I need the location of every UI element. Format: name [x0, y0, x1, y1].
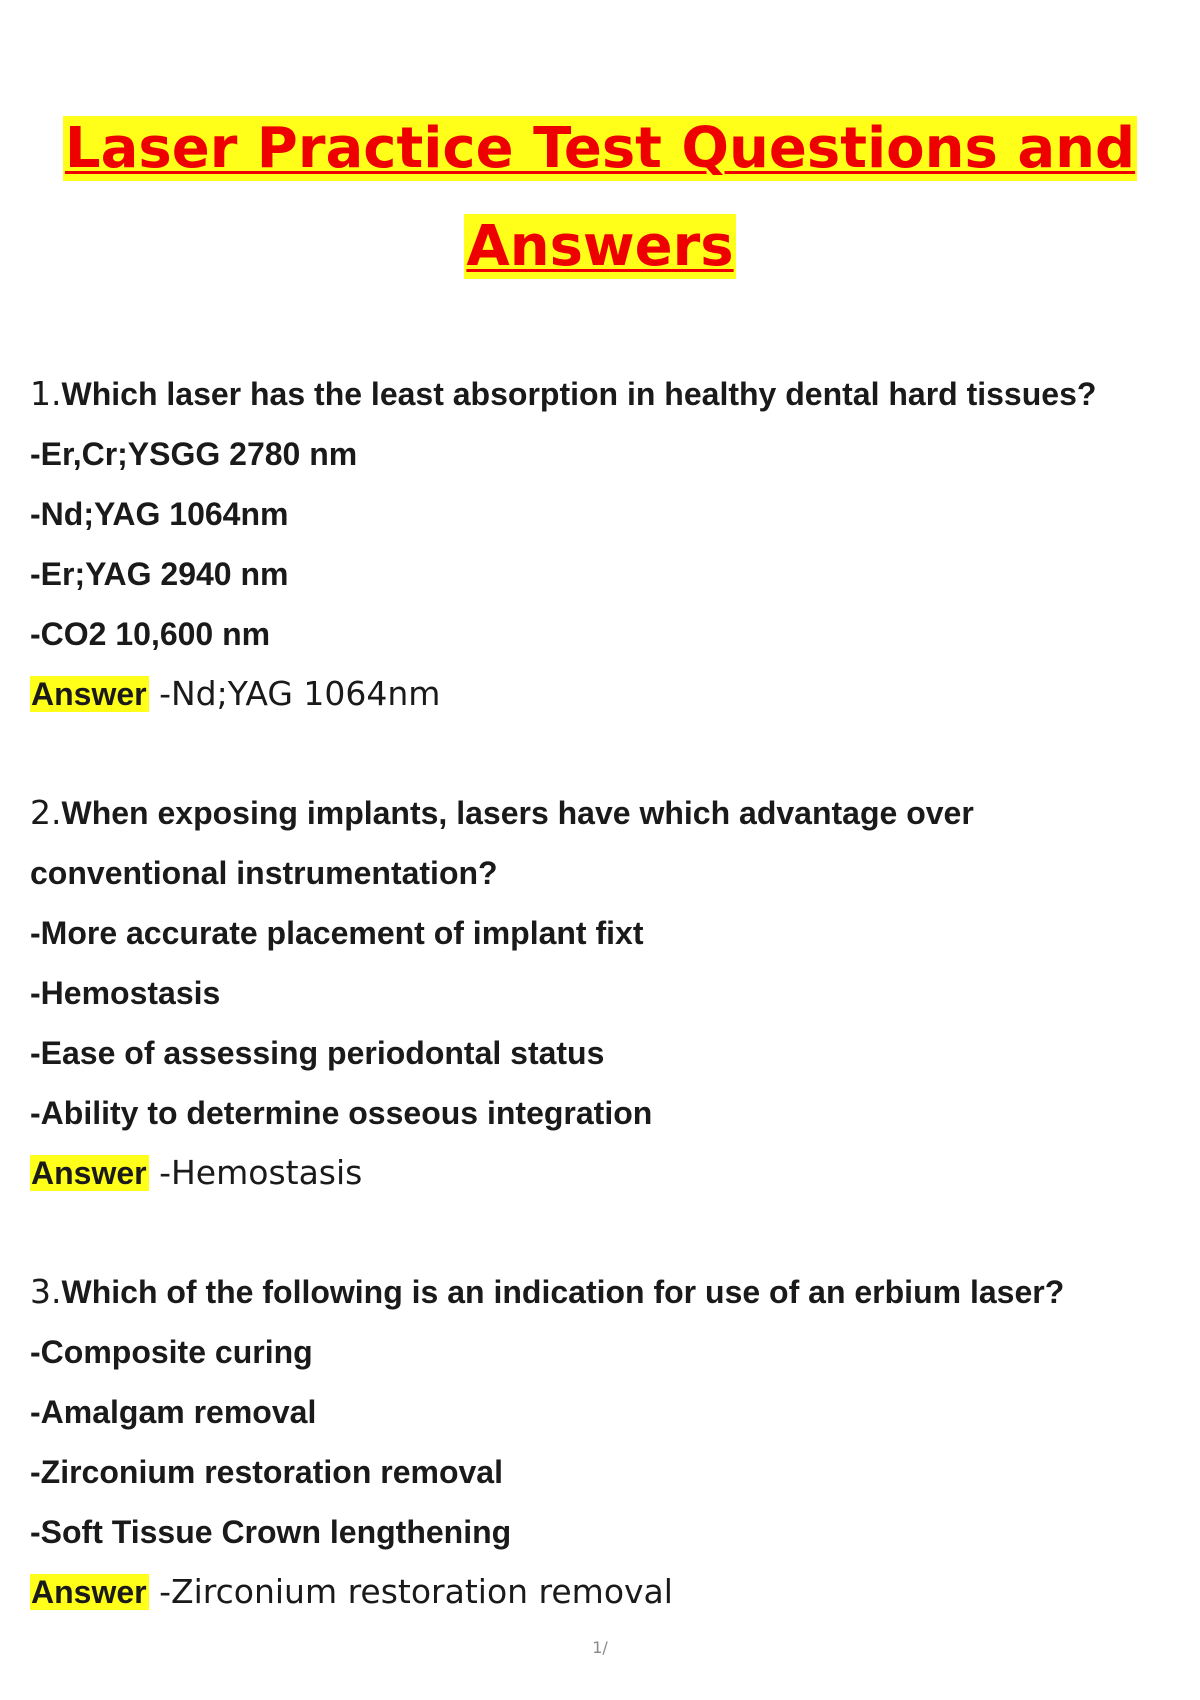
question-1-answer — [30, 664, 1170, 724]
question-3-answer — [30, 1562, 1170, 1622]
answer-value: -Hemostasis — [148, 1153, 363, 1192]
question-1-option-a: -Er,Cr;YSGG 2780 nm — [30, 436, 358, 472]
question-3-option-c: -Zirconium restoration removal — [30, 1454, 503, 1490]
question-2-option-a: -More accurate placement of implant fixt — [30, 915, 644, 951]
question-2 — [30, 783, 1170, 1203]
question-2-option-d: -Ability to determine osseous integration — [30, 1095, 653, 1131]
question-1-text: 1.Which laser has the least absorption in healthy dental hard tissues? — [30, 374, 1097, 413]
answer-value: -Zirconium restoration removal — [148, 1572, 673, 1611]
question-2-text: 2.When exposing implants, lasers have which advantage over — [30, 793, 974, 832]
page-number: 1/ — [592, 1638, 608, 1657]
question-2-text-continued: conventional instrumentation? — [30, 855, 498, 891]
question-2-option-b: -Hemostasis — [30, 975, 221, 1011]
question-3-text: 3.Which of the following is an indication for use of an erbium laser? — [30, 1272, 1065, 1311]
question-3 — [30, 1262, 1170, 1622]
question-number: 3. — [30, 1272, 62, 1311]
question-1-option-d: -CO2 10,600 nm — [30, 616, 271, 652]
question-2-option-c: -Ease of assessing periodontal status — [30, 1035, 605, 1071]
answer-value: -Nd;YAG 1064nm — [148, 674, 441, 713]
question-number: 2. — [30, 793, 62, 832]
question-3-option-b: -Amalgam removal — [30, 1394, 317, 1430]
question-1-option-c: -Er;YAG 2940 nm — [30, 556, 289, 592]
question-3-option-a: -Composite curing — [30, 1334, 313, 1370]
document-title-line-2: Answers — [466, 214, 734, 279]
answer-label: Answer — [31, 1574, 147, 1610]
question-3-option-d: -Soft Tissue Crown lengthening — [30, 1514, 512, 1550]
question-number: 1. — [30, 374, 62, 413]
question-2-answer — [30, 1143, 1170, 1203]
answer-label: Answer — [31, 676, 147, 712]
document-title-line-1: Laser Practice Test Questions and — [64, 116, 1136, 181]
answer-label: Answer — [31, 1155, 147, 1191]
question-1-option-b: -Nd;YAG 1064nm — [30, 496, 289, 532]
question-1 — [30, 364, 1170, 724]
